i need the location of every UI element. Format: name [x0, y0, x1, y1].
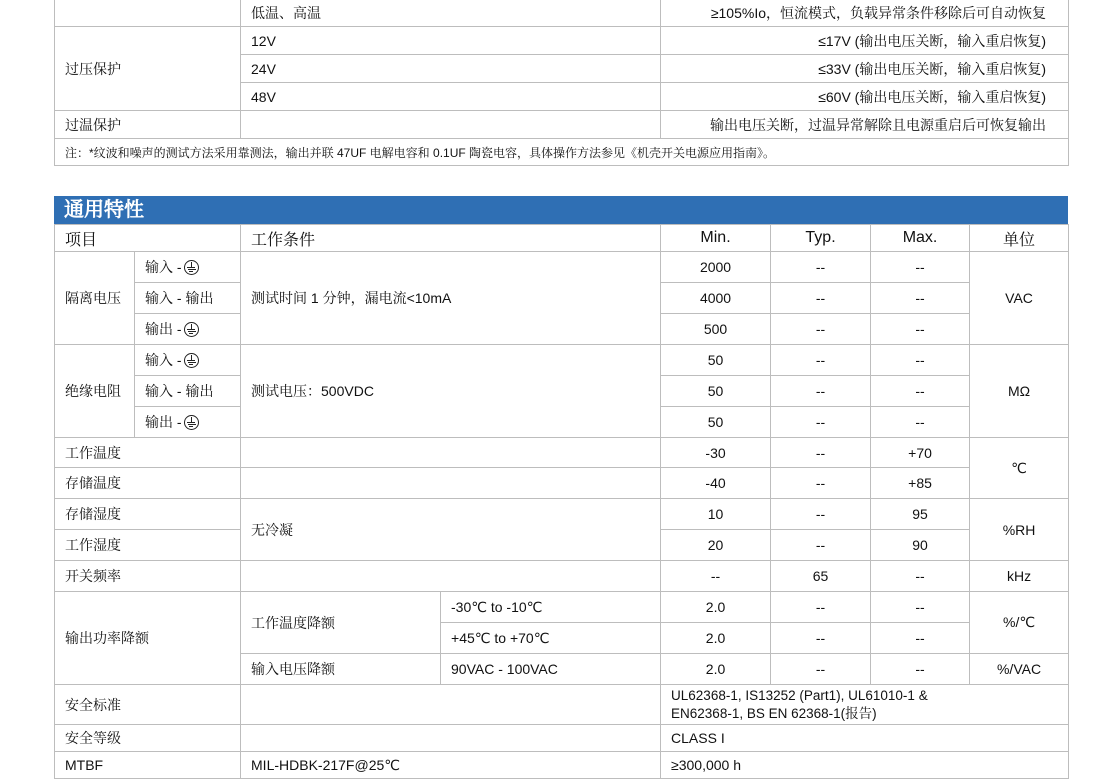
cell-max: +70: [871, 438, 970, 468]
cell-max: --: [871, 376, 970, 407]
cell-max: --: [871, 345, 970, 376]
cell-min: 2.0: [661, 654, 771, 685]
cell-unit: MΩ: [970, 345, 1069, 438]
ground-icon: [184, 353, 199, 368]
cell-typ: --: [771, 345, 871, 376]
cell-max: --: [871, 283, 970, 314]
general-spec-table: [54, 224, 1069, 779]
cell-unit: %RH: [970, 499, 1069, 561]
ground-icon: [184, 260, 199, 275]
row-condition: [241, 685, 661, 725]
cell-min: 2.0: [661, 592, 771, 623]
cell-min: 50: [661, 407, 771, 438]
cell-unit: VAC: [970, 252, 1069, 345]
table-row: [55, 27, 1069, 55]
row-item: MTBF: [55, 752, 241, 779]
row-item: 安全等级: [55, 725, 241, 752]
cell-min: 4000: [661, 283, 771, 314]
derating-range: +45℃ to +70℃: [441, 623, 661, 654]
protection-condition: 12V: [241, 27, 661, 55]
row-condition: [241, 725, 661, 752]
row-item: 安全标准: [55, 685, 241, 725]
row-item: 存储湿度: [55, 499, 241, 530]
safety-standard-value: [661, 685, 1069, 725]
safety-standard-line: EN62368-1, BS EN 62368-1(报告): [671, 705, 877, 721]
cell-unit: %/℃: [970, 592, 1069, 654]
row-condition: MIL-HDBK-217F@25℃: [241, 752, 661, 779]
header-typ: Typ.: [771, 225, 871, 252]
protection-item: 过温保护: [55, 111, 241, 139]
cell-min: 20: [661, 530, 771, 561]
row-condition: 无冷凝: [241, 499, 661, 561]
protection-value: 输出电压关断，过温异常解除且电源重启后可恢复输出: [661, 111, 1069, 139]
table-row: [55, 561, 1069, 592]
sub-label: 输入 - 输出: [135, 283, 241, 314]
table-row: [55, 438, 1069, 468]
cell-max: --: [871, 407, 970, 438]
cell-unit: ℃: [970, 438, 1069, 499]
table-row: [55, 468, 1069, 499]
safety-standard-line: UL62368-1, IS13252 (Part1), UL61010-1 &: [671, 687, 928, 703]
cell-max: --: [871, 592, 970, 623]
cell-typ: --: [771, 438, 871, 468]
cell-max: --: [871, 252, 970, 283]
cell-typ: --: [771, 376, 871, 407]
table-row: [55, 0, 1069, 27]
mtbf-value: ≥300,000 h: [661, 752, 1069, 779]
cell-min: 500: [661, 314, 771, 345]
table-row: [55, 499, 1069, 530]
cell-typ: --: [771, 283, 871, 314]
cell-min: -30: [661, 438, 771, 468]
protection-value: ≤33V (输出电压关断，输入重启恢复): [661, 55, 1069, 83]
section-title: 通用特性: [54, 196, 1068, 224]
row-item: 存储温度: [55, 468, 241, 499]
protection-condition: 48V: [241, 83, 661, 111]
cell-min: 50: [661, 345, 771, 376]
cell-typ: --: [771, 499, 871, 530]
table-row: [55, 345, 1069, 376]
cell-max: --: [871, 561, 970, 592]
insulation-item: 绝缘电阻: [55, 345, 135, 438]
row-condition: [241, 438, 661, 468]
cell-min: -40: [661, 468, 771, 499]
row-item: 输出功率降额: [55, 592, 241, 685]
protection-condition: 低温、高温: [241, 0, 661, 27]
protection-item: 过压保护: [55, 27, 241, 111]
cell-max: +85: [871, 468, 970, 499]
cell-max: --: [871, 623, 970, 654]
ground-icon: [184, 415, 199, 430]
safety-class-value: CLASS I: [661, 725, 1069, 752]
cell-typ: --: [771, 623, 871, 654]
cell-min: --: [661, 561, 771, 592]
cell-typ: --: [771, 252, 871, 283]
protection-condition: [241, 111, 661, 139]
table-row: [55, 725, 1069, 752]
cell-max: 90: [871, 530, 970, 561]
table-header-row: [55, 225, 1069, 252]
sub-label: 输入 - 输出: [135, 376, 241, 407]
row-condition: [241, 468, 661, 499]
sub-label: 输入 -: [135, 345, 241, 376]
cell-min: 10: [661, 499, 771, 530]
ground-icon: [184, 322, 199, 337]
row-item: 开关频率: [55, 561, 241, 592]
protection-value: ≥105%Io，恒流模式，负载异常条件移除后可自动恢复: [661, 0, 1069, 27]
table-row: [55, 252, 1069, 283]
header-max: Max.: [871, 225, 970, 252]
isolation-item: 隔离电压: [55, 252, 135, 345]
cell-max: --: [871, 314, 970, 345]
header-min: Min.: [661, 225, 771, 252]
protection-condition: 24V: [241, 55, 661, 83]
cell-min: 2000: [661, 252, 771, 283]
sub-label: 输出 -: [135, 314, 241, 345]
cell-typ: --: [771, 654, 871, 685]
cell-typ: 65: [771, 561, 871, 592]
derating-volt-label: 输入电压降额: [241, 654, 441, 685]
derating-range: -30℃ to -10℃: [441, 592, 661, 623]
table-row: [55, 111, 1069, 139]
isolation-condition: 测试时间 1 分钟，漏电流<10mA: [241, 252, 661, 345]
derating-range: 90VAC - 100VAC: [441, 654, 661, 685]
footnote: 注：*纹波和噪声的测试方法采用靠测法，输出并联 47UF 电解电容和 0.1UF 陶瓷电容，具体操作方法参见《机壳开关电源应用指南》。: [55, 139, 1069, 166]
cell-unit: kHz: [970, 561, 1069, 592]
cell-max: 95: [871, 499, 970, 530]
cell-unit: %/VAC: [970, 654, 1069, 685]
sub-label: 输入 -: [135, 252, 241, 283]
cell-typ: --: [771, 314, 871, 345]
cell-typ: --: [771, 468, 871, 499]
derating-temp-label: 工作温度降额: [241, 592, 441, 654]
protection-item-cell: [55, 0, 241, 27]
row-condition: [241, 561, 661, 592]
protection-value: ≤17V (输出电压关断，输入重启恢复): [661, 27, 1069, 55]
cell-typ: --: [771, 530, 871, 561]
sub-label: 输出 -: [135, 407, 241, 438]
table-row: [55, 685, 1069, 725]
header-unit: 单位: [970, 225, 1069, 252]
cell-typ: --: [771, 592, 871, 623]
header-item: 项目: [55, 225, 241, 252]
table-row: [55, 752, 1069, 779]
cell-typ: --: [771, 407, 871, 438]
cell-max: --: [871, 654, 970, 685]
cell-min: 2.0: [661, 623, 771, 654]
protection-value: ≤60V (输出电压关断，输入重启恢复): [661, 83, 1069, 111]
cell-min: 50: [661, 376, 771, 407]
protection-table: [54, 0, 1069, 166]
header-condition: 工作条件: [241, 225, 661, 252]
table-row: [55, 592, 1069, 623]
table-row: [55, 139, 1069, 166]
insulation-condition: 测试电压：500VDC: [241, 345, 661, 438]
row-item: 工作温度: [55, 438, 241, 468]
row-item: 工作湿度: [55, 530, 241, 561]
